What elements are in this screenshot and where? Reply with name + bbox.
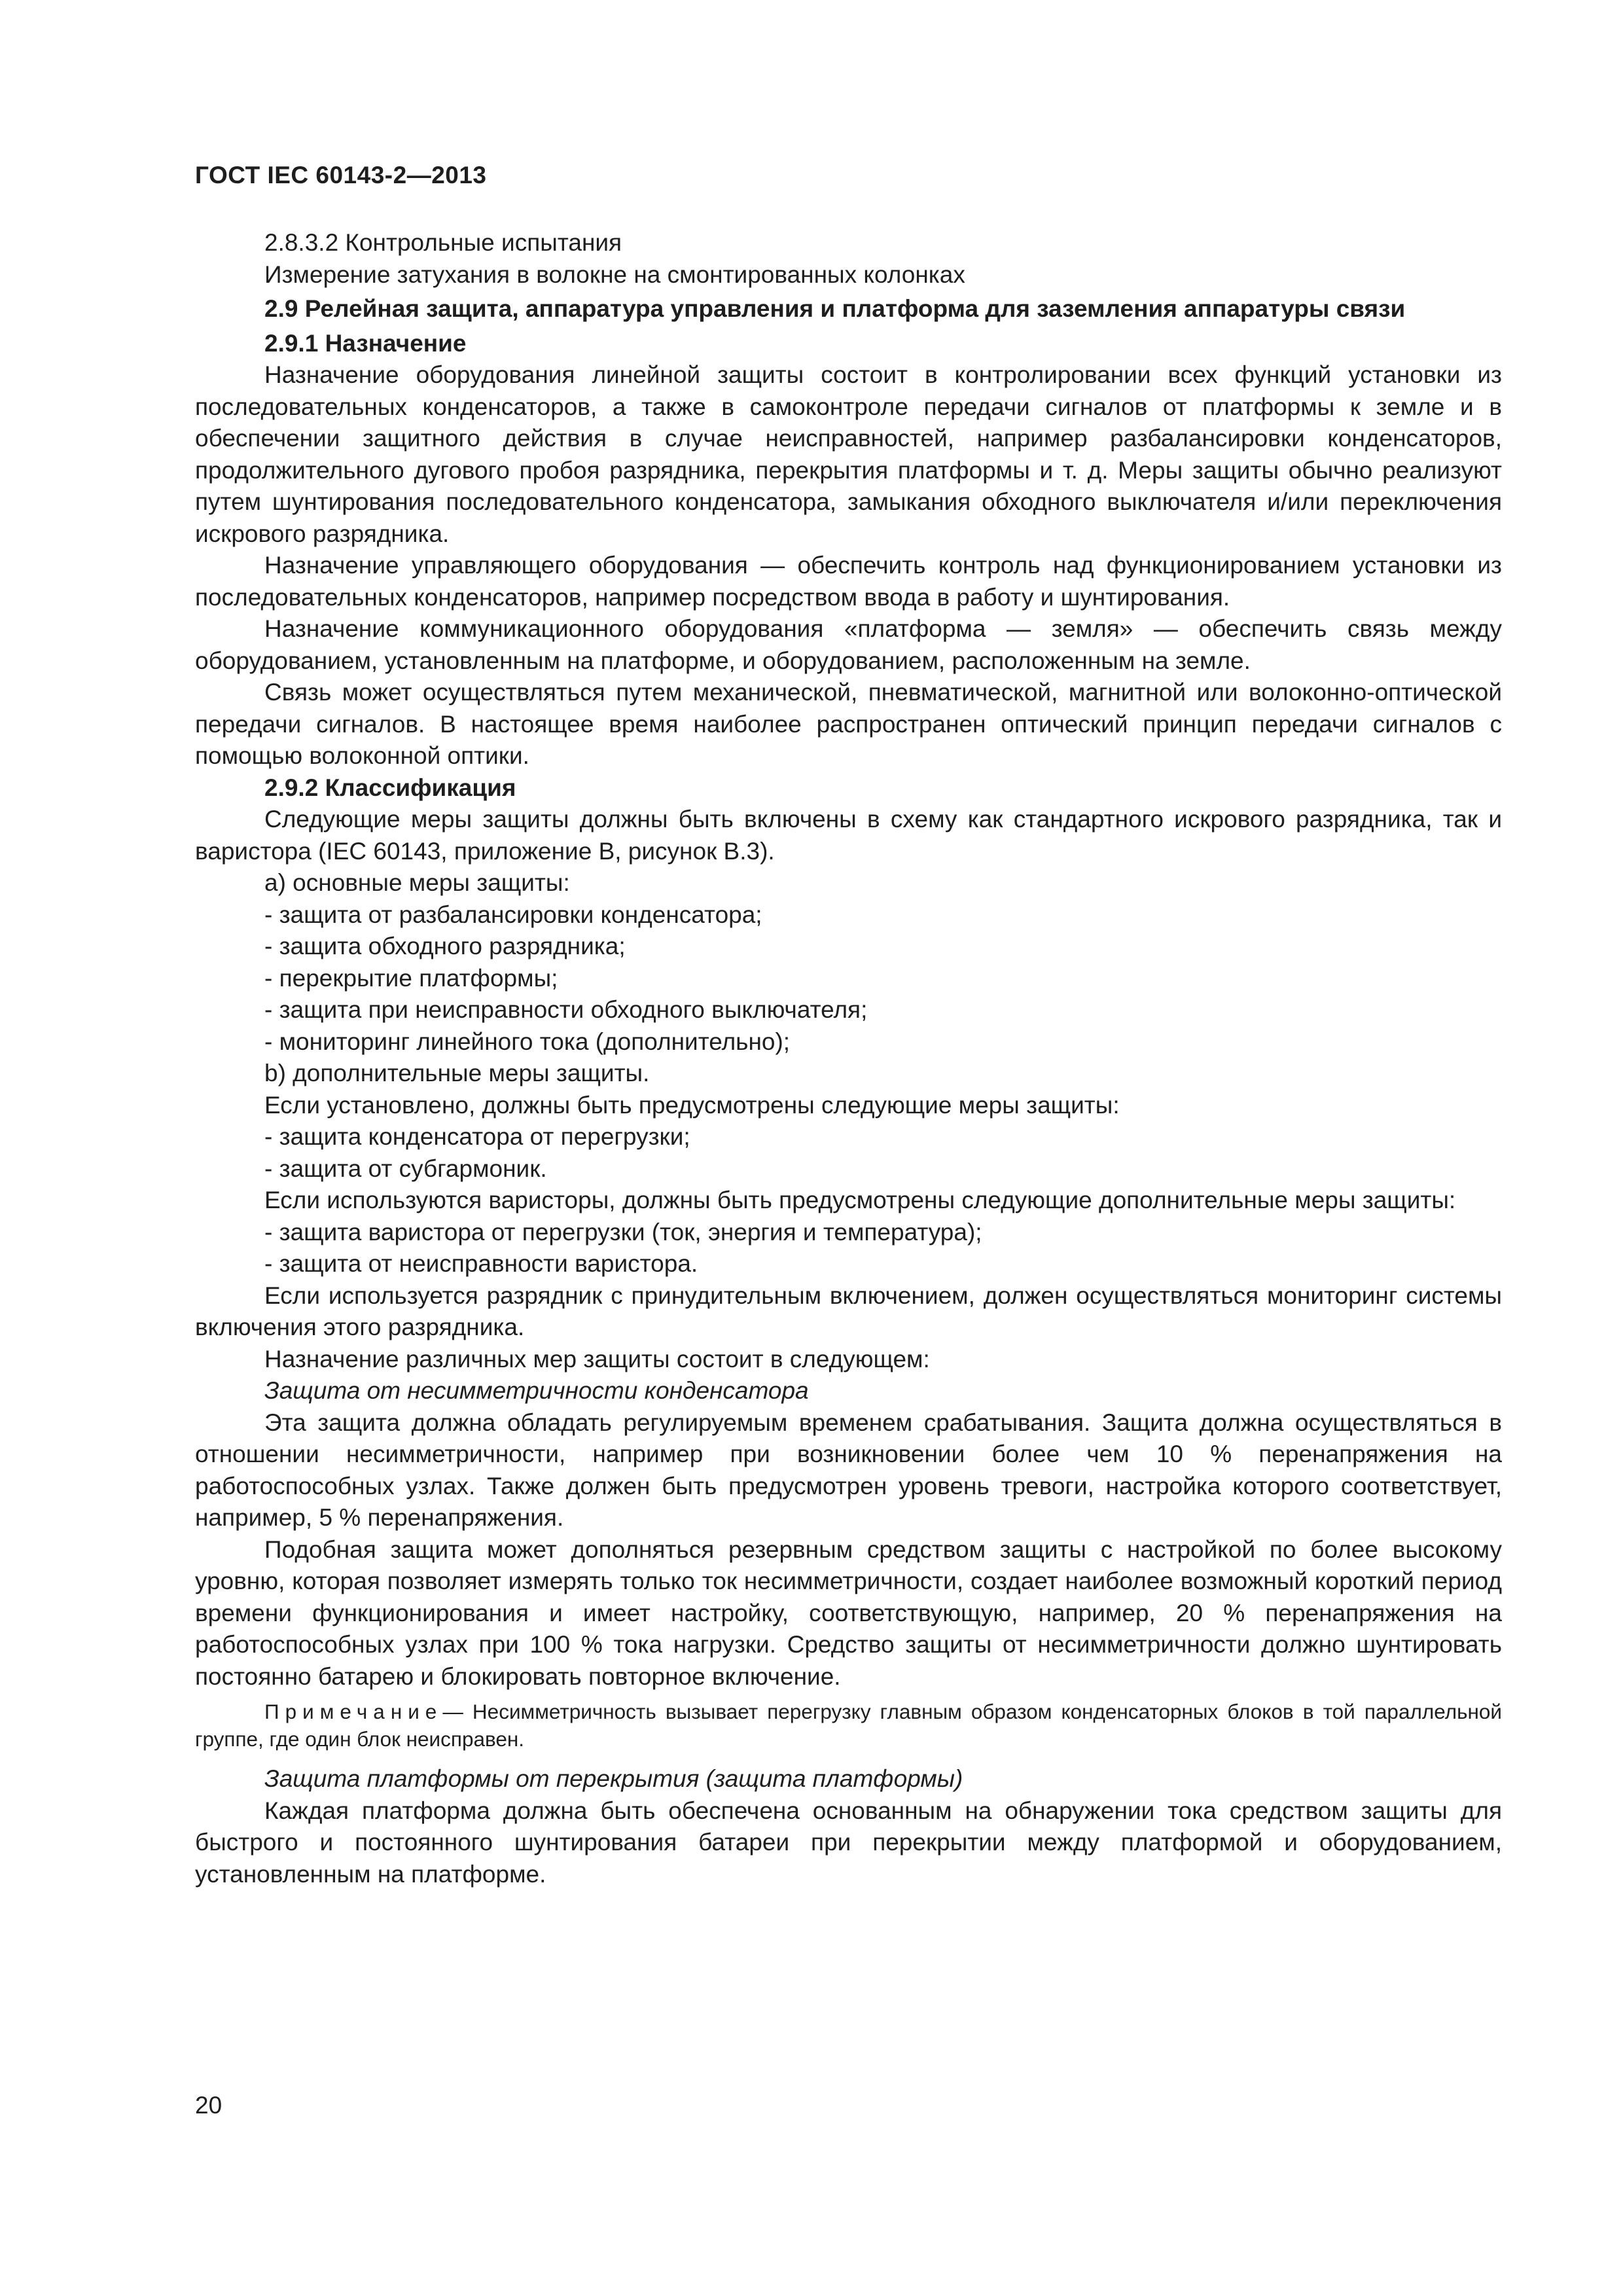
section-2832-text: Измерение затухания в волокне на смонтированных колонках xyxy=(264,260,965,288)
paragraph: Эта защита должна обладать регулируемым временем срабатывания. Защита должна осуществляться в отношении несимметричности, например при возникновении более чем 10 % перенапряжения на работоспособных узлах. Также должен быть предусмотрен уровень тревоги, настройка которого соответствует, например, 5 % перенапряжения. xyxy=(195,1408,1502,1531)
section-292-title: 2.9.2 Классификация xyxy=(264,774,516,801)
paragraph: Назначение коммуникационного оборудования «платформа — земля» — обеспечить связь между оборудованием, установленным на платформе, и оборудованием, расположенным на земле. xyxy=(195,615,1502,674)
document-header: ГОСТ IEC 60143-2—2013 xyxy=(195,162,487,188)
paragraph: Назначение оборудования линейной защиты состоит в контролировании всех функций установки из последовательных конденсаторов, а также в самоконтроле передачи сигналов от платформы к земле и в обеспечении защитного действия в случае неисправностей, например разбалансировки конденсаторов, продолжительного дугового пробоя разрядника, перекрытия платформы и т. д. Меры защиты обычно реализуют путем шунтирования последовательного конденсатора, замыкания обходного выключателя и/или переключения искрового разрядника. xyxy=(195,361,1502,547)
paragraph: Если используются варисторы, должны быть предусмотрены следующие дополнительные меры защиты: xyxy=(264,1187,1456,1213)
subsection-title: Защита платформы от перекрытия (защита платформы) xyxy=(264,1765,963,1792)
list-item: - перекрытие платформы; xyxy=(264,964,558,992)
note-text: — Несимметричность вызывает перегрузку главным образом конденсаторных блоков в той параллельной группе, где один блок неисправен. xyxy=(195,1700,1502,1751)
paragraph: Назначение управляющего оборудования — обеспечить контроль над функционированием установки из последовательных конденсаторов, например посредством ввода в работу и шунтирования. xyxy=(195,552,1502,611)
section-2832-title: 2.8.3.2 Контрольные испытания xyxy=(264,229,622,256)
paragraph: Назначение различных мер защиты состоит в следующем: xyxy=(264,1345,930,1372)
list-item: - защита варистора от перегрузки (ток, энергия и температура); xyxy=(264,1218,982,1246)
list-item: - защита от разбалансировки конденсатора; xyxy=(264,901,762,928)
subsection-title: Защита от несимметричности конденсатора xyxy=(264,1377,809,1404)
section-291-title: 2.9.1 Назначение xyxy=(264,329,467,357)
paragraph: Связь может осуществляться путем механической, пневматической, магнитной или волоконно-оптической передачи сигналов. В настоящее время наиболее распространен оптический принцип передачи сигналов с помощью волоконной оптики. xyxy=(195,679,1502,769)
paragraph: Если установлено, должны быть предусмотрены следующие меры защиты: xyxy=(264,1091,1120,1119)
list-b-title: b) дополнительные меры защиты. xyxy=(264,1060,650,1086)
paragraph: Следующие меры защиты должны быть включены в схему как стандартного искрового разрядника, так и варистора (IEC 60143, приложение В, рисунок В.3). xyxy=(195,806,1502,865)
list-item: - защита от субгармоник. xyxy=(264,1155,547,1182)
document-body xyxy=(195,227,1502,1890)
list-item: - защита при неисправности обходного выключателя; xyxy=(264,996,868,1023)
list-item: - защита конденсатора от перегрузки; xyxy=(264,1123,690,1150)
section-29-title: 2.9 Релейная защита, аппаратура управления и платформа для заземления аппаратуры связи xyxy=(264,295,1406,322)
list-item: - защита обходного разрядника; xyxy=(264,933,626,960)
list-a-title: a) основные меры защиты: xyxy=(264,869,570,896)
paragraph: Каждая платформа должна быть обеспечена основанным на обнаружении тока средством защиты для быстрого и постоянного шунтирования батареи при перекрытии между платформой и оборудованием, установленным на платформе. xyxy=(195,1797,1502,1888)
page-number: 20 xyxy=(195,2092,223,2119)
paragraph: Если используется разрядник с принудительным включением, должен осуществляться мониторинг системы включения этого разрядника. xyxy=(195,1282,1502,1340)
note-label: Примечание xyxy=(264,1700,443,1723)
note xyxy=(195,1698,1502,1753)
paragraph: Подобная защита может дополняться резервным средством защиты с настройкой по более высокому уровню, которая позволяет измерять только ток несимметричности, создает наиболее возможный короткий период времени функционирования и имеет настройку, соответствующую, например, 20 % перенапряжения на работоспособных узлах при 100 % тока нагрузки. Средство защиты от несимметричности должно шунтировать постоянно батарею и блокировать повторное включение. xyxy=(195,1535,1502,1690)
list-item: - защита от неисправности варистора. xyxy=(264,1250,698,1277)
list-item: - мониторинг линейного тока (дополнительно); xyxy=(264,1028,791,1055)
